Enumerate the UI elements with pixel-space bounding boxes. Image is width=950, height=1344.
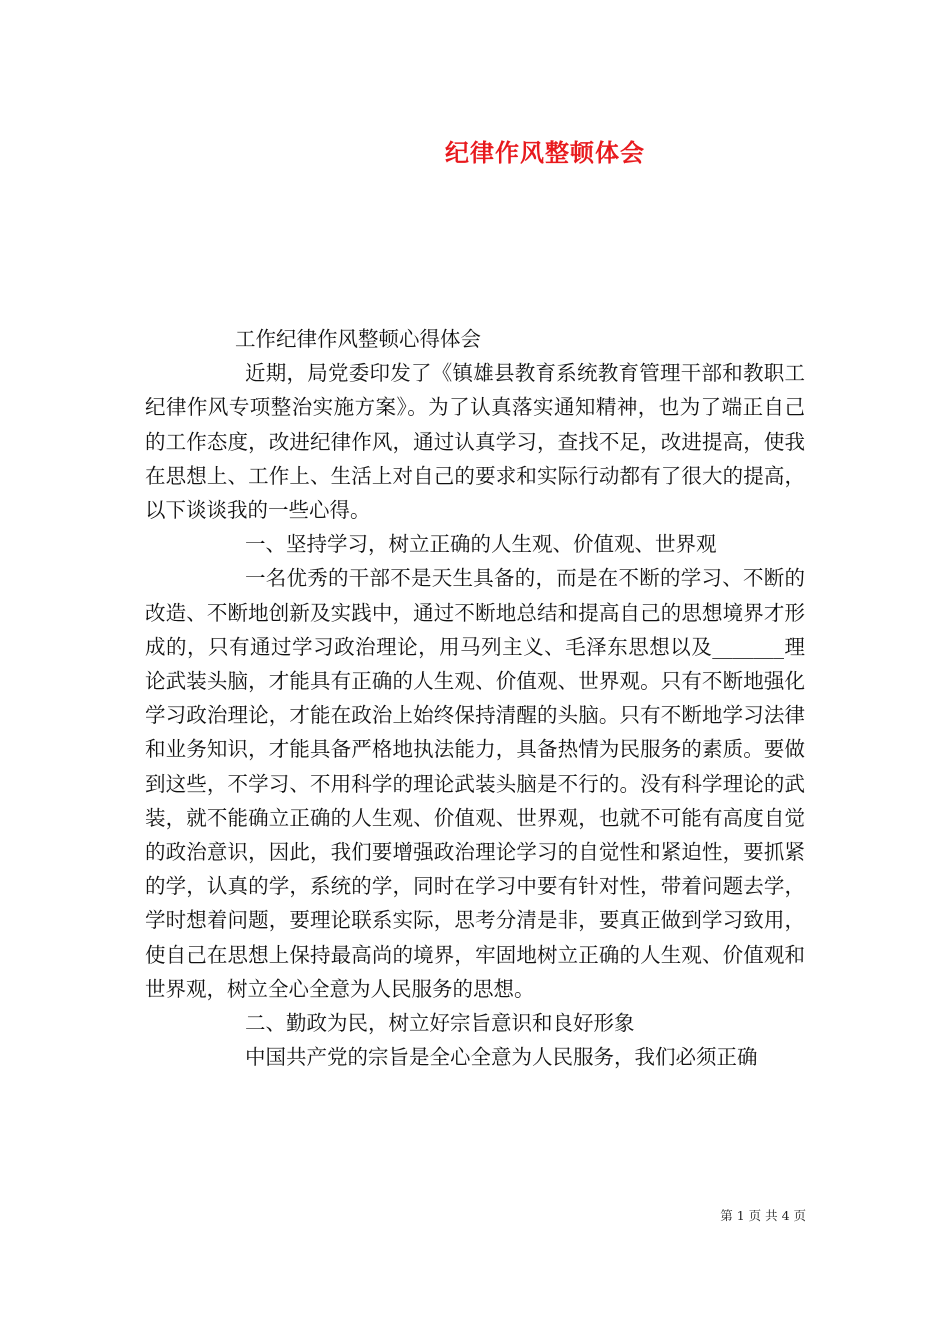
document-subtitle: 工作纪律作风整顿心得体会 xyxy=(235,327,481,351)
document-title: 纪律作风整顿体会 xyxy=(445,138,645,167)
section-heading-2: 二、勤政为民，树立好宗旨意识和良好形象 xyxy=(245,1011,635,1036)
paragraph-section-1: 一名优秀的干部不是天生具备的，而是在不断的学习、不断的改造、不断地创新及实践中，通过不断地总结和提高自己的思想境界才形成的，只有通过学习政治理论，用马列主义、毛泽东思想以及_______理论武装头脑，才能具有正确的人生观、价值观、世界观。只有不断地强化学习政治理论，才能在政治上始终保持清醒的头脑。只有不断地学习法律和业务知识，才能具备严格地执法能力，具备热情为民服务的素质。要做到这些，不学习、不用科学的理论武装头脑是不行的。没有科学理论的武装，就不能确立正确的人生观、价值观、世界观，也就不可能有高度自觉的政治意识，因此，我们要增强政治理论学习的自觉性和紧迫性，要抓紧的学，认真的学，系统的学，同时在学习中要有针对性，带着问题去学，学时想着问题，要理论联系实际，思考分清是非，要真正做到学习致用，使自己在思想上保持最高尚的境界，牢固地树立正确的人生观、价值观和世界观，树立全心全意为人民服务的思想。 xyxy=(145,566,805,1001)
paragraph-section-2: 中国共产党的宗旨是全心全意为人民服务，我们必须正确 xyxy=(245,1045,758,1070)
document-body xyxy=(145,322,805,1074)
paragraph-intro: 近期，局党委印发了《镇雄县教育系统教育管理干部和教职工纪律作风专项整治实施方案》。为了认真落实通知精神，也为了端正自己的工作态度，改进纪律作风，通过认真学习，查找不足，改进提高，使我在思想上、工作上、生活上对自己的要求和实际行动都有了很大的提高，以下谈谈我的一些心得。 xyxy=(145,361,805,523)
page-number-footer: 第 1 页 共 4 页 xyxy=(720,1208,806,1223)
section-heading-1: 一、坚持学习，树立正确的人生观、价值观、世界观 xyxy=(245,532,717,557)
